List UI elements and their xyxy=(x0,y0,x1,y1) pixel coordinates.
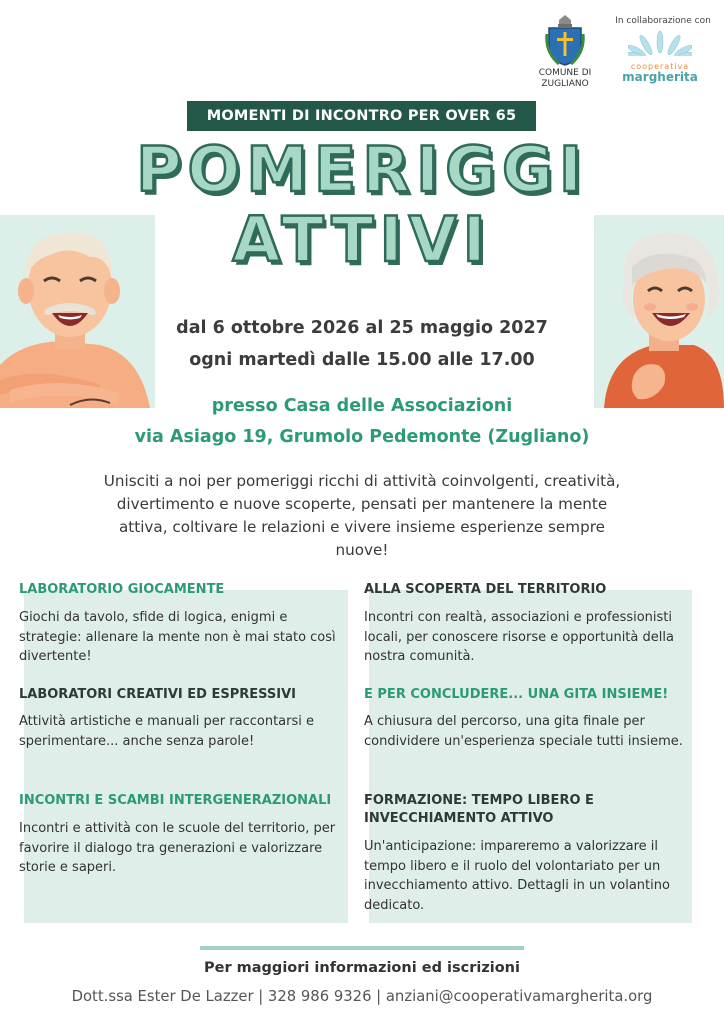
event-address: via Asiago 19, Grumolo Pedemonte (Zugliano) xyxy=(134,427,590,447)
comune-logo xyxy=(530,14,600,94)
comune-name-line2: ZUGLIANO xyxy=(541,79,589,89)
cooperativa-logo xyxy=(610,30,710,92)
daisy-flower-icon xyxy=(628,30,692,60)
comune-name-line1: COMUNE DI xyxy=(538,68,592,78)
comune-crest-icon xyxy=(545,14,585,66)
section-body-giocamente: Giochi da tavolo, sfide di logica, enigmi e strategie: allenare la mente non è mai stato così divertente! xyxy=(19,610,336,664)
intro-paragraph: Unisciti a noi per pomeriggi ricchi di attività coinvolgenti, creatività, divertimento e nuove scoperte, pensati per mantenere la mente attiva, coltivare le relazioni e vivere insieme esperienze sempre nuove! xyxy=(103,472,621,559)
section-title-gita: E PER CONCLUDERE... UNA GITA INSIEME! xyxy=(364,687,669,702)
elderly-man-illustration xyxy=(0,215,155,408)
section-title-intergenerazionali: INCONTRI E SCAMBI INTERGENERAZIONALI xyxy=(19,793,332,808)
section-body-creativi: Attività artistiche e manuali per raccontarsi e sperimentare... anche senza parole! xyxy=(19,714,315,749)
section-body-intergenerazionali: Incontri e attività con le scuole del territorio, per favorire il dialogo tra generazioni e valorizzare storie e saperi. xyxy=(19,821,336,875)
cooperativa-small-label: cooperativa xyxy=(630,62,690,71)
footer-title: Per maggiori informazioni ed iscrizioni xyxy=(204,960,520,976)
section-title-territorio: ALLA SCOPERTA DEL TERRITORIO xyxy=(364,582,607,597)
footer-divider xyxy=(200,946,524,950)
event-dates: dal 6 ottobre 2026 al 25 maggio 2027 xyxy=(176,318,548,338)
footer-contact: Dott.ssa Ester De Lazzer | 328 986 9326 | anziani@cooperativamargherita.org xyxy=(71,988,653,1005)
cooperativa-name: margherita xyxy=(622,70,698,84)
event-venue: presso Casa delle Associazioni xyxy=(211,396,513,416)
event-time: ogni martedì dalle 15.00 alle 17.00 xyxy=(189,350,535,370)
audience-badge: MOMENTI DI INCONTRO PER OVER 65 xyxy=(187,101,536,131)
section-body-gita: A chiusura del percorso, una gita finale per condividere un'esperienza speciale tutti insieme. xyxy=(364,714,683,749)
section-title-giocamente: LABORATORIO GIOCAMENTE xyxy=(19,582,225,597)
title-line-1: POMERIGGI xyxy=(136,133,588,206)
title-line-2: ATTIVI xyxy=(232,203,492,276)
section-body-formazione: Un'anticipazione: impareremo a valorizzare il tempo libero e il ruolo del volontariato per un invecchiamento attivo. Dettagli in un volantino dedicato. xyxy=(364,839,670,913)
section-title-creativi: LABORATORI CREATIVI ED ESPRESSIVI xyxy=(19,687,297,702)
section-title-formazione: FORMAZIONE: TEMPO LIBERO E INVECCHIAMENTO ATTIVO xyxy=(364,793,594,826)
collaboration-label: In collaborazione con xyxy=(615,16,711,26)
elderly-woman-illustration xyxy=(594,215,724,408)
section-body-territorio: Incontri con realtà, associazioni e professionisti locali, per conoscere risorse e opportunità della nostra comunità. xyxy=(364,610,674,664)
